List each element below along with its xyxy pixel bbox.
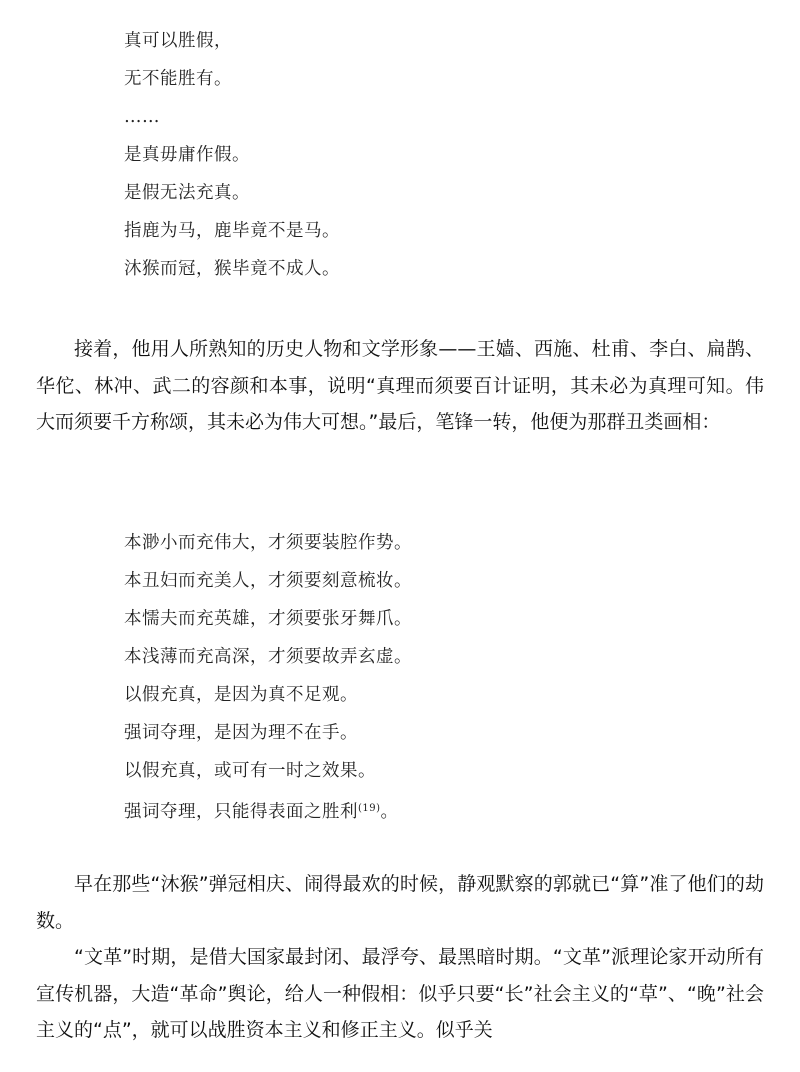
paragraph: 早在那些“沐猴”弹冠相庆、闹得最欢的时候，静观默察的郭就已“算”准了他们的劫数。 bbox=[36, 873, 764, 932]
verse-block-1 bbox=[124, 22, 340, 288]
verse-text: 强词夺理，只能得表面之胜利 bbox=[124, 802, 358, 822]
paragraph: 接着，他用人所熟知的历史人物和文学形象——王嫱、西施、杜甫、李白、扁鹊、华佗、林冲、武二的容颜和本事，说明“真理而须要百计证明，其未必为真理可知。伟大而须要千方称颂，其未必为伟大可想。”最后，笔锋一转，他便为那群丑类画相： bbox=[36, 338, 764, 433]
verse-line: 强词夺理，是因为理不在手。 bbox=[124, 723, 358, 743]
verse-block-2 bbox=[124, 524, 412, 831]
footnote-marker: (19) bbox=[358, 803, 381, 814]
verse-line: 真可以胜假， bbox=[124, 31, 232, 51]
verse-line: 以假充真，是因为真不足观。 bbox=[124, 685, 358, 705]
verse-end: 。 bbox=[380, 802, 399, 822]
verse-line: 本懦夫而充英雄，才须要张牙舞爪。 bbox=[124, 609, 412, 629]
verse-line: 以假充真，或可有一时之效果。 bbox=[124, 761, 376, 781]
verse-line: 本丑妇而充美人，才须要刻意梳妆。 bbox=[124, 571, 412, 591]
verse-line: 指鹿为马，鹿毕竟不是马。 bbox=[124, 221, 340, 241]
verse-line: 沐猴而冠，猴毕竟不成人。 bbox=[124, 259, 340, 279]
paragraph: “文革”时期，是借大国家最封闭、最浮夸、最黑暗时期。“文革”派理论家开动所有宣传机器，大造“革命”舆论，给人一种假相：似乎只要“长”社会主义的“草”、“晚”社会主义的“点”，就可以战胜资本主义和修正主义。似乎关 bbox=[36, 946, 764, 1041]
prose-block-2 bbox=[36, 866, 764, 1049]
verse-line-with-note bbox=[124, 790, 412, 831]
verse-line: 本渺小而充伟大，才须要装腔作势。 bbox=[124, 533, 412, 553]
verse-line: 是真毋庸作假。 bbox=[124, 145, 250, 165]
verse-line: 本浅薄而充高深，才须要故弄玄虚。 bbox=[124, 647, 412, 667]
verse-line: 是假无法充真。 bbox=[124, 183, 250, 203]
prose-block-1 bbox=[36, 331, 764, 441]
verse-line: …… bbox=[124, 107, 160, 127]
verse-line: 无不能胜有。 bbox=[124, 69, 232, 89]
